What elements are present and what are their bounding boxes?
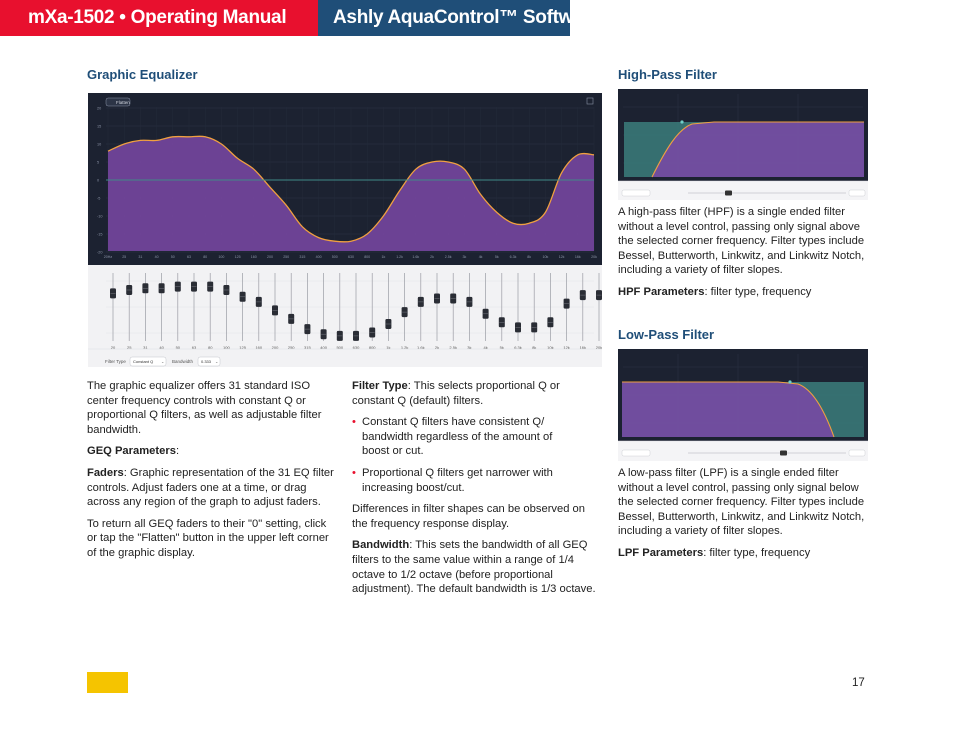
fader-freq-label: 1.6k — [417, 345, 425, 350]
graph-freq-label: 315 — [299, 255, 306, 259]
graph-freq-label: 10k — [542, 255, 549, 259]
hpf-response-fill — [652, 122, 864, 177]
bullet-icon: • — [352, 416, 356, 429]
fader-freq-label: 12k — [563, 345, 570, 350]
graph-freq-label: 250 — [283, 255, 290, 259]
graph-freq-label: 80 — [203, 255, 208, 259]
fader-freq-label: 800 — [368, 345, 376, 350]
footer-accent-bar — [87, 672, 128, 693]
graph-freq-label: 1k — [381, 255, 386, 259]
lpf-screenshot — [618, 349, 868, 461]
bandwidth-term: Bandwidth — [352, 539, 410, 552]
graph-freq-label: 16k — [574, 255, 581, 259]
hpf-screenshot — [618, 89, 868, 200]
graph-freq-label: 160 — [250, 255, 257, 259]
lpf-text-block — [618, 466, 868, 568]
hpf-frequency-thumb[interactable] — [725, 191, 732, 196]
fader-200[interactable] — [272, 273, 278, 341]
geq-screenshot — [88, 93, 602, 367]
graph-freq-label: 6.3k — [509, 255, 517, 259]
fader-freq-label: 6.3k — [514, 345, 522, 350]
graph-freq-label: 1.6k — [412, 255, 420, 259]
lpf-frequency-input[interactable] — [849, 450, 865, 456]
high-pass-filter-heading: High-Pass Filter — [618, 67, 717, 82]
faders-label: Faders — [87, 466, 124, 479]
bandwidth-value: 0.333 — [201, 359, 212, 364]
fader-freq-label: 4k — [483, 345, 488, 350]
graph-freq-label: 31 — [138, 255, 143, 259]
lpf-filter-type-select[interactable] — [622, 450, 650, 456]
graph-freq-label: 500 — [331, 255, 338, 259]
graph-freq-label: 50 — [170, 255, 175, 259]
fader-freq-label: 2.5k — [449, 345, 457, 350]
section-title: Ashly AquaControl™ Software — [333, 7, 601, 28]
geq-params-line: GEQ Parameters: — [87, 445, 180, 458]
fader-freq-label: 100 — [223, 345, 230, 350]
header-left-band — [0, 0, 318, 36]
graph-freq-label: 3k — [462, 255, 467, 259]
graph-freq-label: 2k — [430, 255, 434, 259]
y-tick-label: 20 — [97, 106, 102, 111]
fader-freq-label: 63 — [191, 345, 197, 350]
fader-freq-label: 1.2k — [400, 345, 409, 350]
fader-12k[interactable] — [564, 273, 570, 341]
fader-freq-label: 3k — [467, 345, 472, 350]
bandwidth-description: Bandwidth: This sets the bandwidth of all GEQ filters to the same value within a range of 1/4 octave to 1/2 octave (before proportional adjustment). The default bandwidth is 1/3 octave. — [352, 539, 596, 596]
flatten-label: Flatten — [116, 100, 130, 105]
hpf-text-block — [618, 205, 868, 307]
graph-freq-label: 8k — [527, 255, 532, 259]
geq-graphic — [88, 93, 602, 367]
graph-freq-label: 5k — [494, 255, 499, 259]
fader-freq-label: 200 — [271, 345, 279, 350]
bandwidth-label: Bandwidth — [172, 359, 194, 364]
lpf-corner-handle[interactable] — [788, 380, 791, 383]
fader-freq-label: 1k — [386, 345, 391, 350]
y-tick-label: 10 — [97, 142, 102, 147]
chevron-down-icon: ⌄ — [215, 359, 219, 364]
header-right-band — [318, 0, 601, 36]
graph-freq-label: 4k — [478, 255, 483, 259]
manual-title: mXa-1502 • Operating Manual — [28, 7, 287, 28]
fader-freq-label: 40 — [159, 345, 164, 350]
fader-freq-label: 315 — [304, 345, 311, 350]
chevron-down-icon: ⌄ — [161, 359, 165, 364]
filter-type-value: Constant Q — [133, 359, 154, 364]
bandwidth-select[interactable] — [198, 357, 220, 366]
hpf-graphic — [618, 89, 868, 200]
fader-freq-label: 16k — [579, 345, 587, 350]
hpf-params-label: HPF Parameters — [618, 285, 705, 298]
graph-freq-label: 40 — [154, 255, 159, 259]
lpf-params-line: LPF Parameters: filter type, frequency — [618, 546, 811, 559]
hpf-params-line: HPF Parameters: filter type, frequency — [618, 285, 812, 298]
filter-type-select[interactable] — [130, 357, 166, 366]
lpf-graphic — [618, 349, 868, 461]
bullet-constant-q: • Constant Q filters have consistent Q/ bandwidth regardless of the amount of boost or cut. — [352, 416, 553, 458]
fader-freq-label: 250 — [287, 345, 295, 350]
hpf-frequency-input[interactable] — [849, 190, 865, 196]
fader-freq-label: 160 — [255, 345, 263, 350]
flatten-button[interactable] — [106, 98, 130, 106]
hpf-corner-handle[interactable] — [680, 120, 683, 123]
y-tick-label: -5 — [97, 196, 101, 201]
fader-freq-label: 125 — [239, 345, 246, 350]
fader-20k[interactable] — [596, 273, 602, 341]
filter-type-description: Filter Type: This selects proportional Q or constant Q (default) filters. — [352, 380, 560, 407]
fader-freq-label: 10k — [547, 345, 554, 350]
graph-freq-label: 20k — [591, 255, 597, 259]
column-2-text — [352, 379, 602, 604]
fader-freq-label: 2k — [434, 345, 440, 350]
filter-type-term: Filter Type — [352, 380, 408, 392]
fader-freq-label: 5k — [499, 345, 504, 350]
lpf-frequency-thumb[interactable] — [780, 451, 787, 456]
graph-freq-label: 20Hz — [103, 255, 113, 259]
fader-freq-label: 400 — [320, 345, 327, 350]
graph-freq-label: 100 — [218, 255, 225, 259]
faders-description: Faders: Graphic representation of the 31 EQ filter controls. Adjust faders one at a time, or drag across any region of the graph to adjust faders. — [87, 466, 334, 509]
fader-freq-label: 20k — [595, 345, 602, 350]
lpf-response-fill — [622, 382, 834, 437]
graphic-equalizer-heading: Graphic Equalizer — [87, 67, 198, 82]
y-tick-label: -15 — [97, 232, 103, 237]
graph-freq-label: 63 — [187, 255, 191, 259]
hpf-filter-type-select[interactable] — [622, 190, 650, 196]
fader-freq-label: 50 — [175, 345, 181, 350]
graph-freq-label: 400 — [315, 255, 322, 259]
column-1-text — [87, 379, 339, 568]
hpf-description: A high-pass filter (HPF) is a single ended filter without a level control, passing only signal above the selected corner frequency. Filter types include Bessel, Butterworth, Linkwitz, and Linkwitz Notch, including a variety of filter slopes. — [618, 206, 865, 277]
low-pass-filter-heading: Low-Pass Filter — [618, 327, 715, 342]
graph-freq-label: 25 — [122, 255, 127, 259]
bullet-icon: • — [352, 466, 356, 479]
y-tick-label: 15 — [97, 124, 102, 129]
flatten-instructions: To return all GEQ faders to their "0" setting, click or tap the "Flatten" button in the upper left corner of the graphic display. — [87, 517, 329, 559]
fader-freq-label: 31 — [143, 345, 148, 350]
y-tick-label: -20 — [97, 250, 103, 255]
filter-type-label: Filter Type — [105, 359, 126, 364]
fader-freq-label: 25 — [126, 345, 132, 350]
fader-freq-label: 80 — [207, 345, 213, 350]
lpf-description: A low-pass filter (LPF) is a single ended filter without a level control, passing only signal below the selected corner frequency. Filter types include Bessel, Butterworth, Linkwitz, and Linkwitz Notch, including a variety of filter slopes. — [618, 467, 865, 538]
page-number: 17 — [852, 677, 865, 689]
graph-freq-label: 630 — [348, 255, 354, 259]
fader-freq-label: 630 — [352, 345, 360, 350]
geq-params-label: GEQ Parameters — [87, 445, 176, 458]
graph-freq-label: 200 — [267, 255, 273, 259]
fader-freq-label: 20 — [110, 345, 116, 350]
graph-freq-label: 12k — [558, 255, 565, 259]
fader-freq-label: 8k — [532, 345, 537, 350]
lpf-params-label: LPF Parameters — [618, 546, 704, 559]
geq-intro: The graphic equalizer offers 31 standard ISO center frequency controls with constant Q or proportional Q filters, as well as adjustable filter bandwidth. — [87, 380, 322, 436]
y-tick-label: 5 — [97, 160, 100, 165]
bullet-proportional-q: • Proportional Q filters get narrower with increasing boost/cut. — [352, 466, 553, 494]
filter-shape-note: Differences in filter shapes can be observed on the frequency response display. — [352, 503, 586, 530]
y-tick-label: -10 — [97, 214, 103, 219]
graph-freq-label: 2.5k — [444, 255, 452, 259]
graph-freq-label: 125 — [234, 255, 241, 259]
y-tick-label: 0 — [97, 178, 100, 183]
graph-freq-label: 800 — [364, 255, 371, 259]
graph-freq-label: 1.2k — [396, 255, 403, 259]
fader-freq-label: 500 — [336, 345, 344, 350]
